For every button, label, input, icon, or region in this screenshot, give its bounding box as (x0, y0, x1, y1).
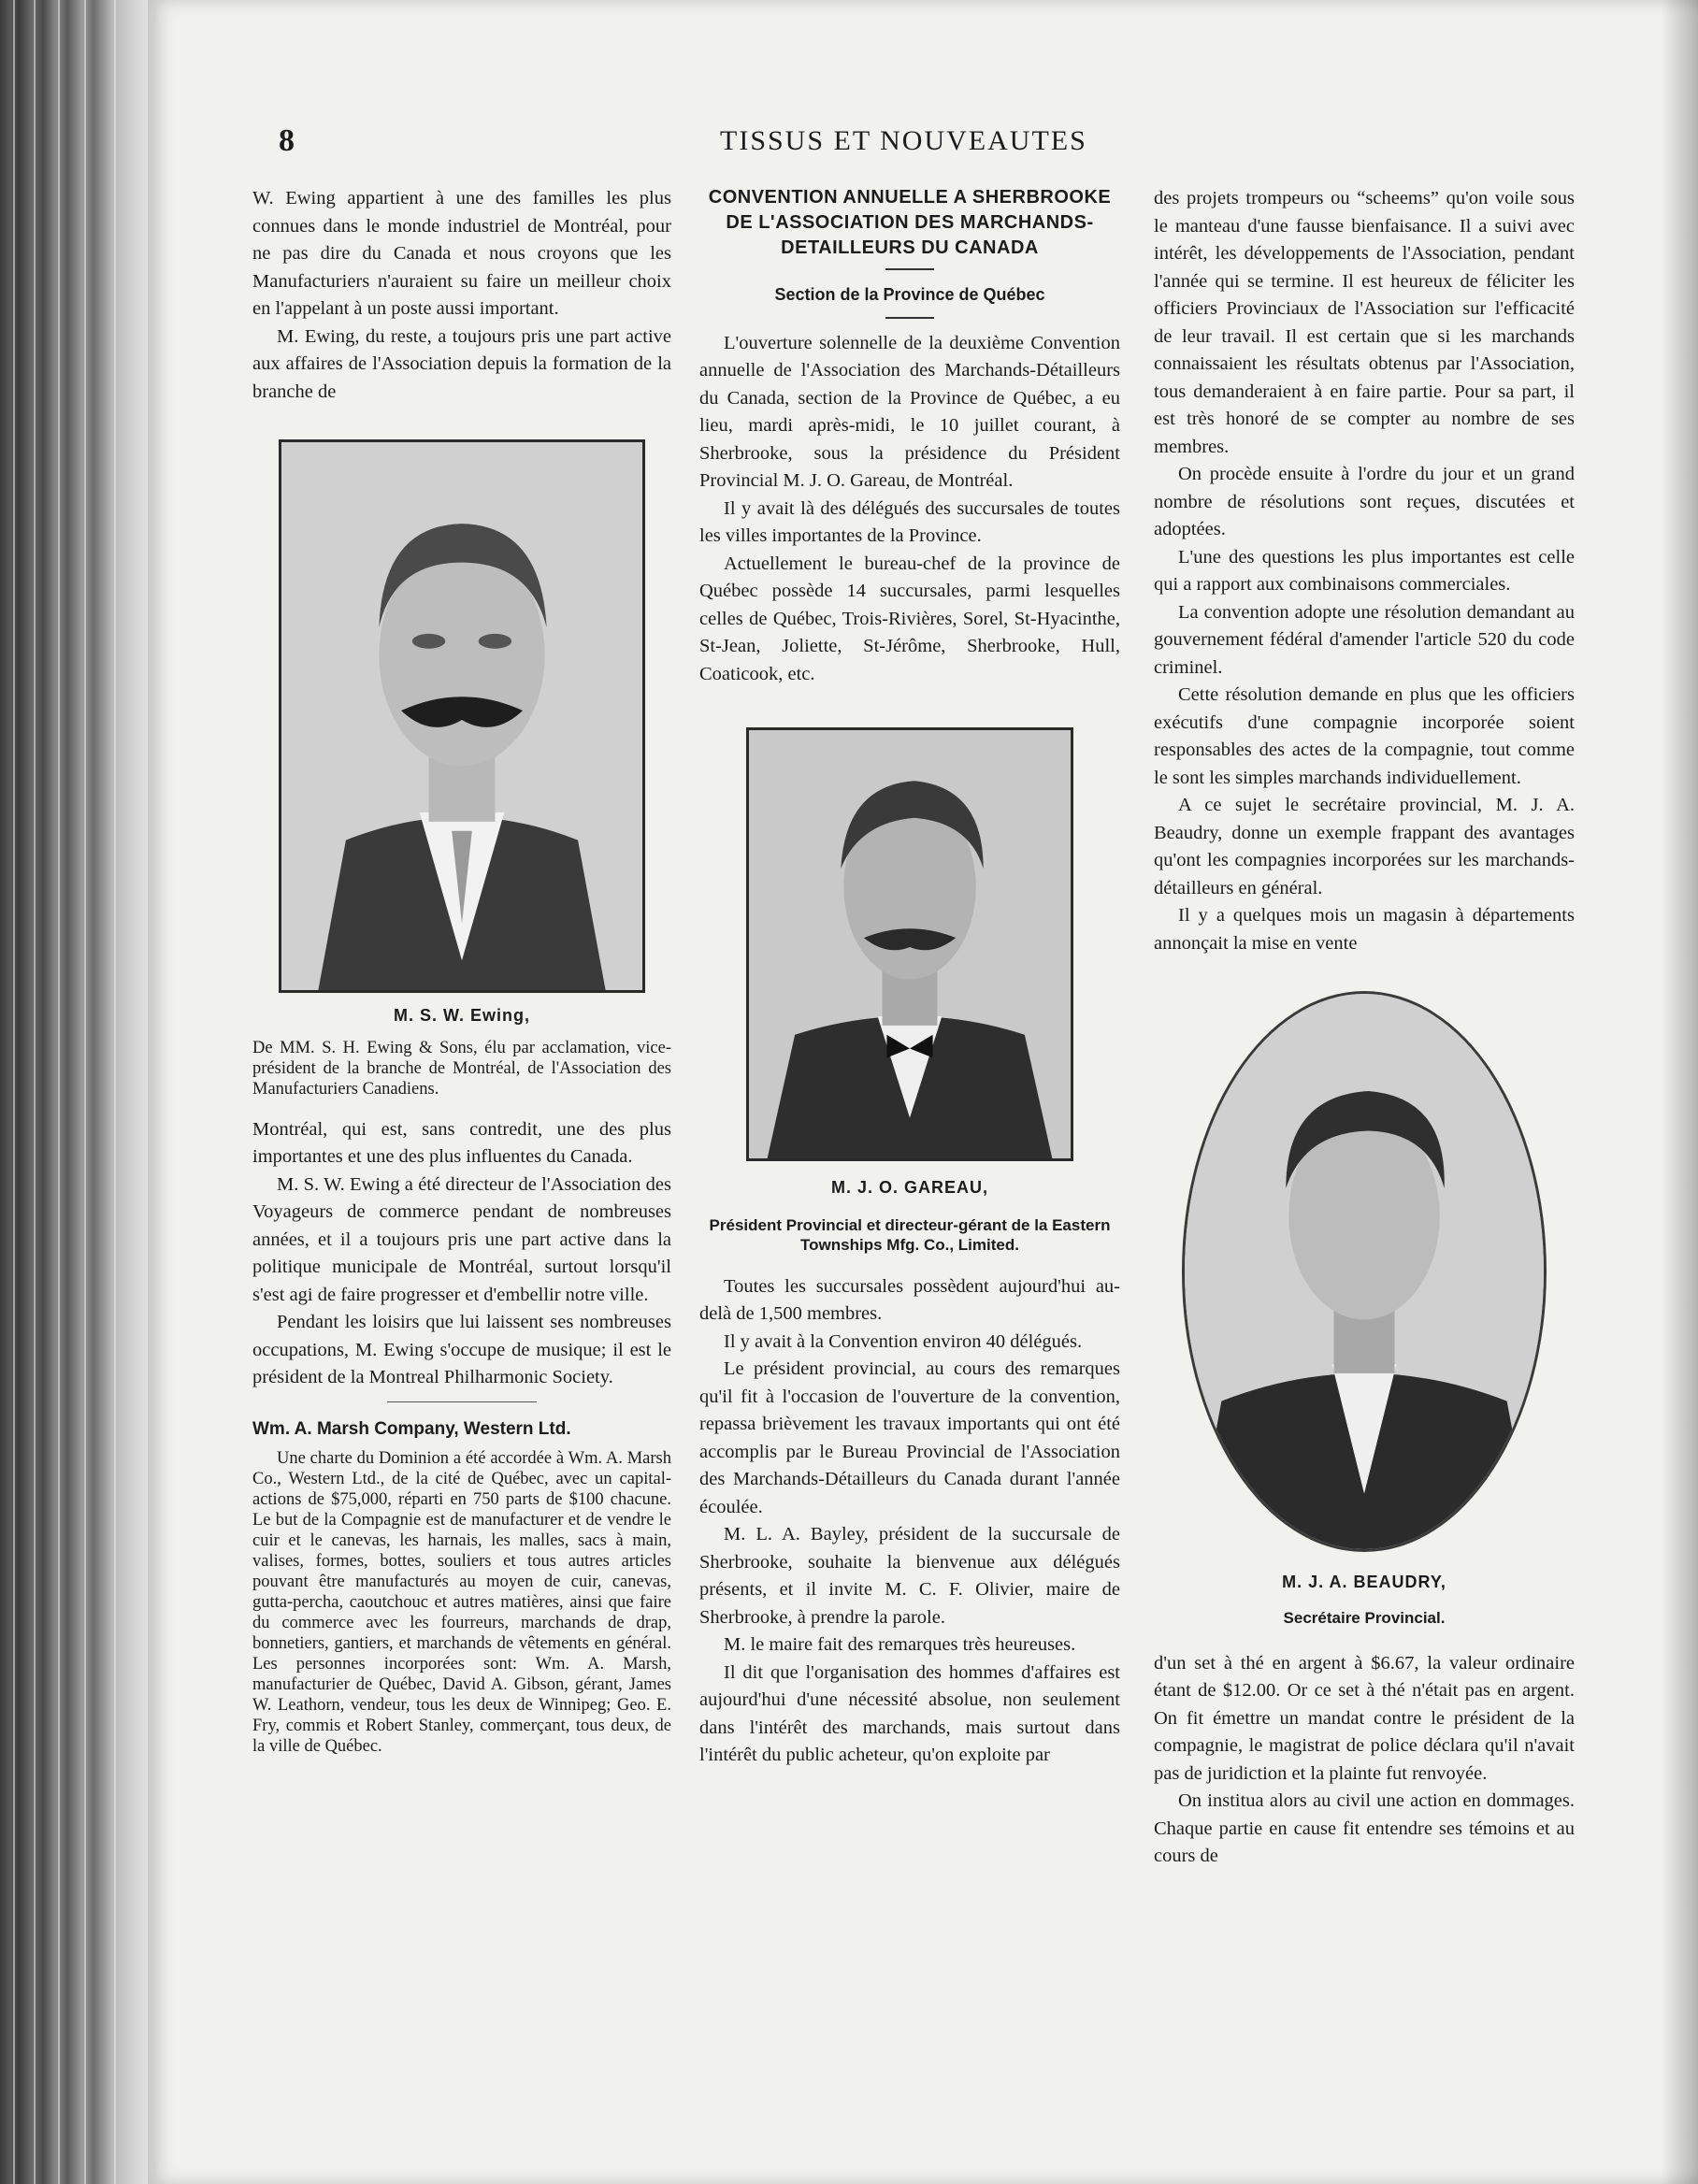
portrait-photo-gareau (746, 727, 1073, 1161)
paragraph: L'une des questions les plus importantes est celle qui a rapport aux combinaisons commerciales. (1154, 546, 1575, 595)
paragraph: Il y avait là des délégués des succursales de toutes les villes importantes de la Province. (699, 497, 1120, 546)
paragraph: M. S. W. Ewing a été directeur de l'Association des Voyageurs de commerce pendant de nombreuses années, et il a toujours pris une part active dans la politique municipale de Montréal, surtout lorsqu'il s'est agi de faire progresser et d'embellir notre ville. (252, 1173, 671, 1305)
paragraph: Actuellement le bureau-chef de la province de Québec possède 14 succursales, parmi lesquelles celles de Québec, Trois-Rivières, Sorel, St-Hyacinthe, St-Jean, Joliette, St-Jérôme, Sherbrooke, Hull, Coaticook, etc. (699, 553, 1120, 684)
paragraph: Toutes les succursales possèdent aujourd'hui au-delà de 1,500 membres. (699, 1275, 1120, 1324)
column-2 (699, 185, 1120, 1770)
paragraph: La convention adopte une résolution demandant au gouvernement fédéral d'amender l'article 520 du code criminel. (1154, 601, 1575, 678)
paragraph: d'un set à thé en argent à $6.67, la valeur ordinaire étant de $12.00. Or ce set à thé n'était pas en argent. On fit émettre un mandat contre le président de la compagnie, le magistrat de police déclara qu'il n'avait pas de juridiction et la plainte fut renvoyée. (1154, 1652, 1575, 1784)
photo-caption-name: M. J. A. BEAUDRY, (1282, 1573, 1446, 1591)
page-shadow (1661, 0, 1698, 2184)
photo-caption-title: Secrétaire Provincial. (1283, 1608, 1446, 1627)
article-headline: CONVENTION ANNUELLE A SHERBROOKE DE L'ASSOCIATION DES MARCHANDS-DETAILLEURS DU CANADA (708, 187, 1112, 258)
paragraph: On procède ensuite à l'ordre du jour et un grand nombre de résolutions sont reçues, discutées et adoptées. (1154, 464, 1575, 539)
paragraph: M. le maire fait des remarques très heureuses. (724, 1634, 1076, 1655)
photo-caption-title: Président Provincial et directeur-gérant de la Eastern Townships Mfg. Co., Limited. (709, 1215, 1111, 1254)
section-heading: Wm. A. Marsh Company, Western Ltd. (252, 1418, 571, 1439)
paragraph: Cette résolution demande en plus que les officiers exécutifs d'une compagnie incorporée soient responsables des actes de la compagnie, tout comme le sont les simples marchands individuellement. (1154, 684, 1575, 788)
paragraph: Il y a quelques mois un magasin à départements annonçait la mise en vente (1154, 905, 1575, 954)
paragraph: A ce sujet le secrétaire provincial, M. J. A. Beaudry, donne un exemple frappant des avantages qu'ont les compagnies incorporées sur les marchands-détailleurs en général. (1154, 795, 1575, 898)
paragraph: M. L. A. Bayley, président de la succursale de Sherbrooke, souhaite la bienvenue aux délégués présents, et il invite M. C. F. Olivier, maire de Sherbrooke, à prendre la parole. (699, 1524, 1120, 1628)
paragraph: Une charte du Dominion a été accordée à Wm. A. Marsh Co., Western Ltd., de la cité de Québec, avec un capital-actions de $75,000, réparti en 750 parts de $100 chacune. Le but de la Compagnie est de manufacturer et de vendre le cuir et le canevas, les harnais, les malles, sacs à main, valises, formes, bottes, souliers et tous autres articles pouvant être manufacturés au moyen de cuir, canevas, gutta-percha, caoutchouc et autres matières, ainsi que faire du commerce avec les fourreurs, marchands de drap, bonnetiers, gantiers, et marchands de vêtements en général. Les personnes incorporées sont: Wm. A. Marsh, manufacturier de Québec, David A. Gibson, gérant, James W. Leathorn, vendeur, tous les deux de Winnipeg; Geo. E. Fry, commis et Robert Stanley, commerçant, tous deux, de la ville de Québec. (252, 1449, 671, 1756)
paragraph: Le président provincial, au cours des remarques qu'il fit à l'occasion de l'ouverture de la convention, repassa brièvement les travaux importants qui ont été accomplis par le Bureau Provincial de l'Association des Marchands-Détailleurs du Canada durant l'année écoulée. (699, 1358, 1120, 1517)
divider (885, 317, 934, 319)
paragraph: On institua alors au civil une action en dommages. Chaque partie en cause fit entendre ses témoins et au cours de (1154, 1790, 1575, 1866)
portrait-image (281, 442, 642, 990)
portrait-photo-ewing (279, 439, 645, 993)
photo-caption-name: M. J. O. GAREAU, (830, 1178, 988, 1197)
article-subhead: Section de la Province de Québec (774, 285, 1045, 304)
divider (387, 1401, 537, 1402)
page-title: TISSUS ET NOUVEAUTES (720, 125, 1087, 156)
column-1 (252, 185, 671, 1757)
photo-caption-body: De MM. S. H. Ewing & Sons, élu par acclamation, vice-président de la branche de Montréal, de l'Association des Manufacturiers Canadiens. (252, 1038, 671, 1099)
column-3 (1154, 185, 1575, 1871)
photo-caption-name: M. S. W. Ewing, (393, 1006, 530, 1025)
paragraph: Il y avait à la Convention environ 40 délégués. (724, 1330, 1083, 1352)
paragraph: M. Ewing, du reste, a toujours pris une part active aux affaires de l'Association depuis la formation de la branche de (252, 325, 671, 402)
paragraph: des projets trompeurs ou “scheems” qu'on voile sous le manteau d'une fausse bienfaisance. Il a suivi avec intérêt, les développements de l'Association, pendant l'année qui se termine. Il est heureux de féliciter les officiers Provinciaux de l'Association sur l'efficacité de leur travail. Il est certain que si les marchands connaissaient les résultats obtenus par l'Association, tous demanderaient à en faire partie. Pour sa part, il est très honoré de se compter au nombre de ses membres. (1154, 188, 1575, 457)
portrait-image (1185, 994, 1544, 1549)
paragraph: L'ouverture solennelle de la deuxième Convention annuelle de l'Association des Marchands-Détailleurs du Canada, section de la Province de Québec, a eu lieu, mardi après-midi, le 10 juillet courant, à Sherbrooke, sous la présidence du Président Provincial M. J. O. Gareau, de Montréal. (699, 332, 1120, 491)
divider (885, 268, 934, 270)
paragraph: W. Ewing appartient à une des familles les plus connues dans le monde industriel de Montréal, pour ne pas dire du Canada et nous croyons que les Manufacturiers n'auraient su faire un meilleur choix en l'appelant à un poste aussi important. (252, 188, 671, 319)
newspaper-page (148, 0, 1698, 2184)
portrait-image (749, 730, 1071, 1158)
portrait-photo-beaudry (1182, 991, 1547, 1552)
paragraph: Montréal, qui est, sans contredit, une des plus importantes et une des plus influentes du Canada. (252, 1118, 671, 1167)
page-number: 8 (279, 123, 295, 158)
paragraph: Pendant les loisirs que lui laissent ses nombreuses occupations, M. Ewing s'occupe de musique; il est le président de la Montreal Philharmonic Society. (252, 1312, 671, 1387)
book-binding-edges (0, 0, 159, 2184)
paragraph: Il dit que l'organisation des hommes d'affaires est aujourd'hui d'une nécessité absolue, non seulement dans l'intérêt des marchands, mais surtout dans l'intérêt du public acheteur, qu'on exploite par (699, 1661, 1120, 1765)
